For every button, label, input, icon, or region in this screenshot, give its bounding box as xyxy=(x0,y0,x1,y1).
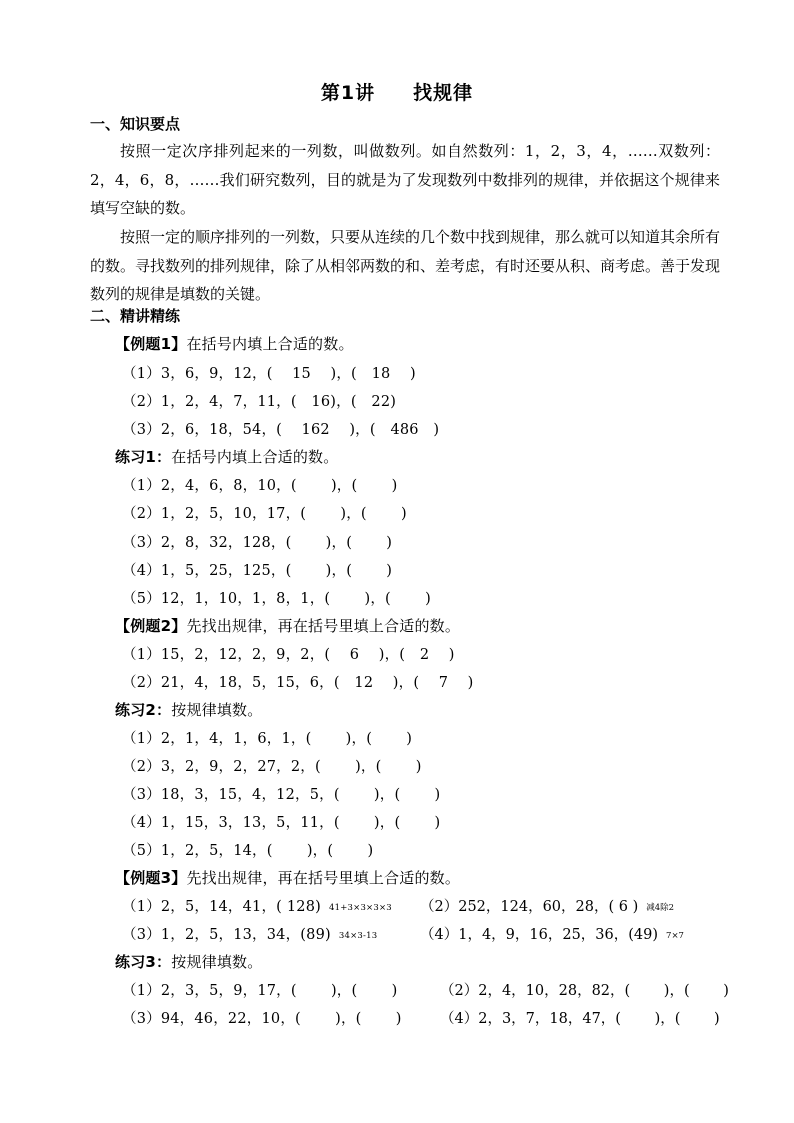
section-heading-knowledge: 一、知识要点 xyxy=(90,115,181,133)
example-2-heading: 【例题2】先找出规律，再在括号里填上合适的数。 xyxy=(115,617,461,635)
lesson-topic: 找规律 xyxy=(413,82,474,104)
practice-3-item: （3）94，46，22，10，( )，( ) xyxy=(122,1011,402,1027)
handwritten-note: 7×7 xyxy=(666,931,684,941)
handwritten-note: 减4除2 xyxy=(646,903,675,913)
handwritten-note: 41+3×3×3×3 xyxy=(328,903,392,913)
page-title xyxy=(0,78,794,105)
practice-2-item: （1）2，1，4，1，6，1，( )，( ) xyxy=(122,731,413,747)
practice-1-item: （4）1，5，25，125，( )，( ) xyxy=(122,563,393,579)
lesson-number: 第1讲 xyxy=(320,82,376,104)
example-2-item: （1）15，2，12，2，9，2，( 6 )，( 2 ) xyxy=(122,647,455,663)
example-3-heading: 【例题3】先找出规律，再在括号里填上合适的数。 xyxy=(115,869,461,887)
practice-3-item: （4）2，3，7，18，47，( )，( ) xyxy=(440,1011,720,1027)
example-1-item: （1）3，6，9，12，( 15 )，( 18 ) xyxy=(122,366,416,382)
example-3-item: （1）2，5，14，41，( 128) 41+3×3×3×3 xyxy=(122,899,392,915)
example-1-item: （3）2，6，18，54，( 162 )，( 486 ) xyxy=(122,422,440,438)
practice-3-heading: 练习3：按规律填数。 xyxy=(115,953,263,971)
practice-1-item: （2）1，2，5，10，17，( )，( ) xyxy=(122,506,407,522)
practice-3-item: （2）2，4，10，28，82，( )，( ) xyxy=(440,983,729,999)
knowledge-paragraph-1: 按照一定次序排列起来的一列数，叫做数列。如自然数列：1，2，3，4，……双数列：2，4，6，8，……我们研究数列，目的就是为了发现数列中数排列的规律，并依据这个规律来填写空缺的数。 xyxy=(90,142,720,218)
practice-1-item: （3）2，8，32，128，( )，( ) xyxy=(122,535,393,551)
practice-2-item: （4）1，15，3，13，5，11，( )，( ) xyxy=(122,815,441,831)
example-1-item: （2）1，2，4，7，11，( 16)，( 22) xyxy=(122,394,397,410)
practice-1-item: （5）12，1，10，1，8，1，( )，( ) xyxy=(122,591,431,607)
example-2-item: （2）21，4，18，5，15，6，( 12 )，( 7 ) xyxy=(122,675,474,691)
practice-3-item: （1）2，3，5，9，17，( )，( ) xyxy=(122,983,398,999)
knowledge-paragraph-2: 按照一定的顺序排列的一列数，只要从连续的几个数中找到规律，那么就可以知道其余所有的数。寻找数列的排列规律，除了从相邻两数的和、差考虑，有时还要从积、商考虑。善于发现数列的规律是填数的关键。 xyxy=(90,228,721,304)
example-1-heading: 【例题1】在括号内填上合适的数。 xyxy=(115,335,354,353)
practice-2-item: （5）1，2，5，14，( )，( ) xyxy=(122,843,374,859)
practice-2-heading: 练习2：按规律填数。 xyxy=(115,701,263,719)
example-3-item: （4）1，4，9，16，25，36，(49) 7×7 xyxy=(420,927,684,943)
practice-2-item: （2）3，2，9，2，27，2，( )，( ) xyxy=(122,759,422,775)
handwritten-note: 34×3-13 xyxy=(338,931,378,941)
practice-1-item: （1）2，4，6，8，10，( )，( ) xyxy=(122,478,398,494)
practice-1-heading: 练习1：在括号内填上合适的数。 xyxy=(115,448,339,466)
example-3-item: （2）252，124，60，28，( 6 ) 减4除2 xyxy=(420,899,675,915)
section-heading-practice: 二、精讲精练 xyxy=(90,307,181,325)
practice-2-item: （3）18，3，15，4，12，5，( )，( ) xyxy=(122,787,441,803)
example-3-item: （3）1，2，5，13，34，(89) 34×3-13 xyxy=(122,927,378,943)
